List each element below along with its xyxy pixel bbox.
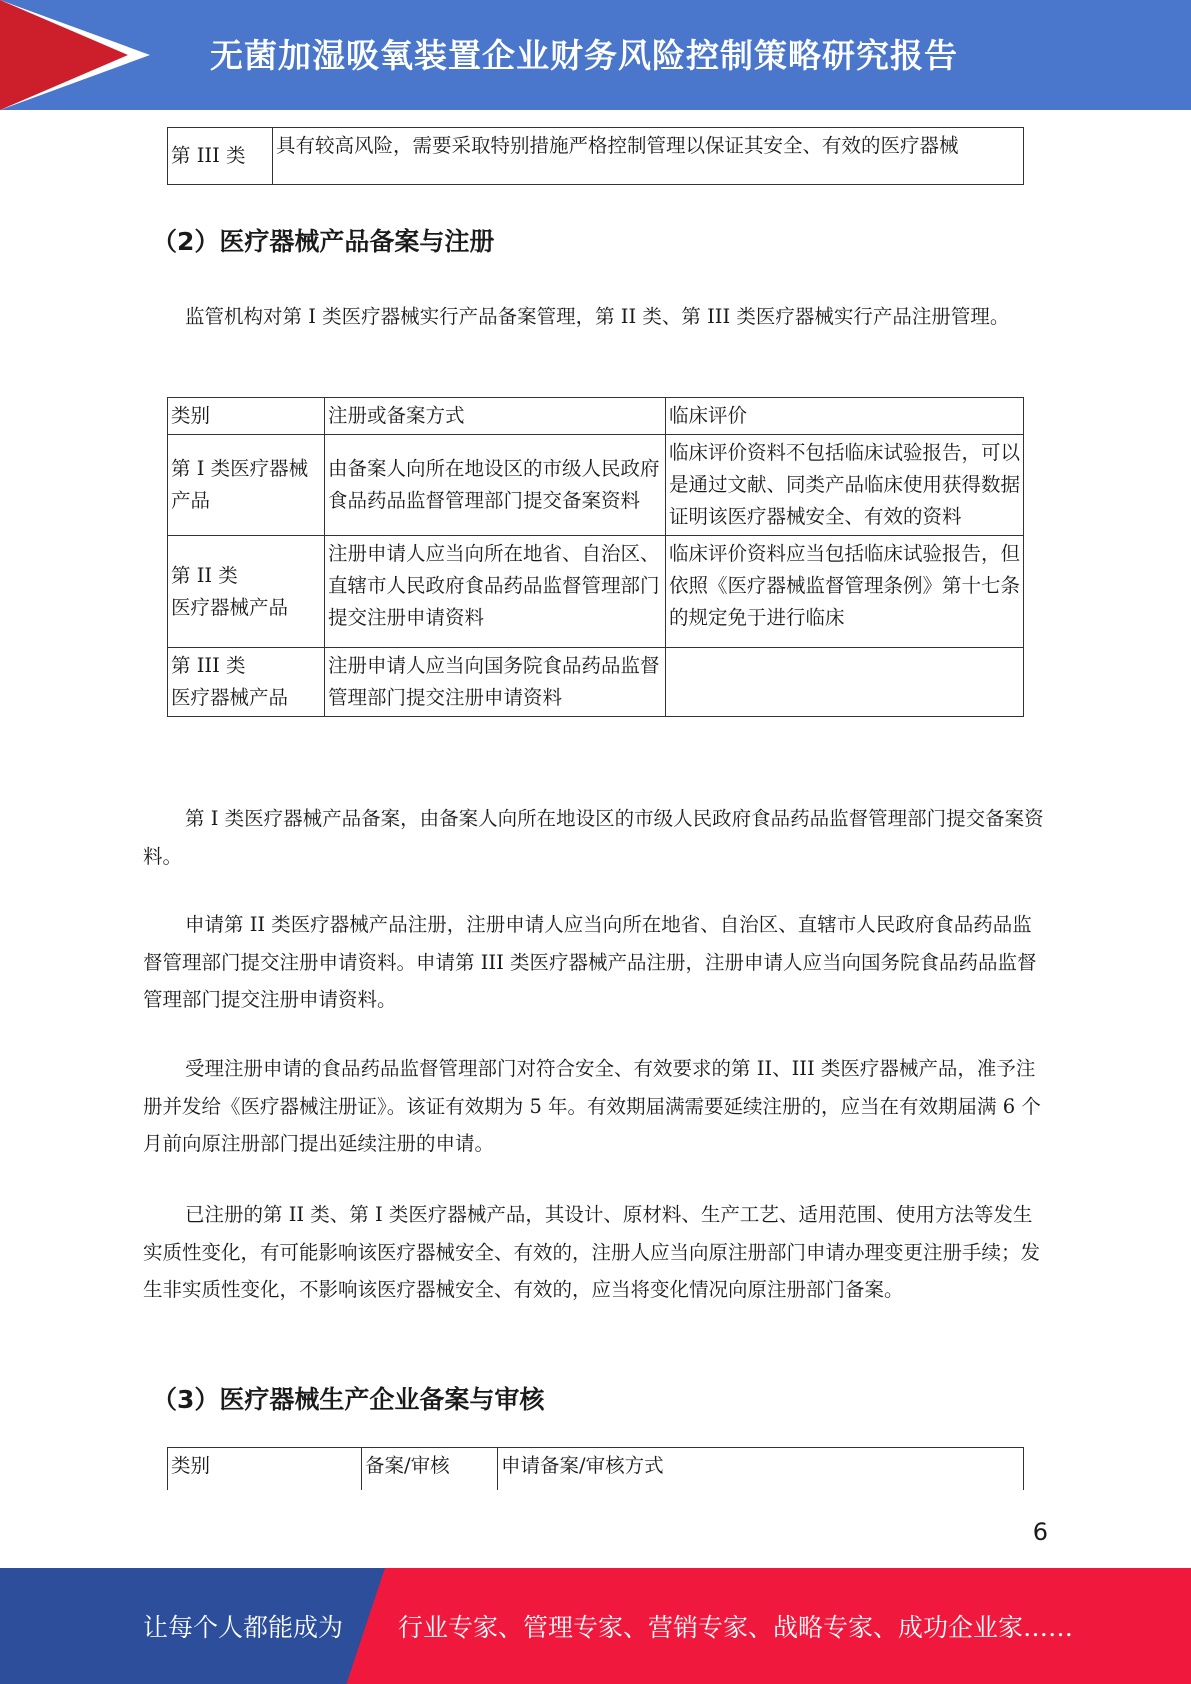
table-cell: 注册申请人应当向所在地省、自治区、直辖市人民政府食品药品监督管理部门提交注册申请资料 bbox=[325, 536, 666, 648]
table-cell-description: 具有较高风险，需要采取特别措施严格控制管理以保证其安全、有效的医疗器械 bbox=[273, 128, 1024, 185]
table-cell: 临床评价资料不包括临床试验报告，可以是通过文献、同类产品临床使用获得数据证明该医疗器械安全、有效的资料 bbox=[666, 435, 1024, 536]
header-arrow-icon bbox=[0, 0, 128, 110]
table-row bbox=[168, 128, 1024, 185]
table-cell bbox=[666, 648, 1024, 717]
table-header-method: 申请备案/审核方式 bbox=[498, 1448, 1024, 1491]
section-heading-2: （2）医疗器械产品备案与注册 bbox=[152, 227, 495, 256]
table-header-row bbox=[168, 1448, 1024, 1491]
table-header-method: 注册或备案方式 bbox=[325, 398, 666, 435]
table-cell: 临床评价资料应当包括临床试验报告，但依照《医疗器械监督管理条例》第十七条的规定免于进行临床 bbox=[666, 536, 1024, 648]
table-row bbox=[168, 648, 1024, 717]
table-cell: 第 II 类 医疗器械产品 bbox=[168, 536, 325, 648]
paragraph: 已注册的第 II 类、第 I 类医疗器械产品，其设计、原材料、生产工艺、适用范围、使用方法等发生实质性变化，有可能影响该医疗器械安全、有效的，注册人应当向原注册部门申请办理变更注册手续；发生非实质性变化，不影响该医疗器械安全、有效的，应当将变化情况向原注册部门备案。 bbox=[143, 1203, 1041, 1301]
page-number: 6 bbox=[1032, 1518, 1048, 1546]
table-cell-category: 第 III 类 bbox=[168, 128, 273, 185]
table-header-category: 类别 bbox=[168, 398, 325, 435]
page-footer bbox=[0, 1568, 1191, 1684]
table-header-row bbox=[168, 398, 1024, 435]
table-cell: 第 I 类医疗器械产品 bbox=[168, 435, 325, 536]
footer-slogan-left: 让每个人都能成为 bbox=[143, 1613, 344, 1642]
class-table-continued bbox=[167, 127, 1024, 185]
table-row bbox=[168, 536, 1024, 648]
table-cell: 第 III 类 医疗器械产品 bbox=[168, 648, 325, 717]
paragraph: 申请第 II 类医疗器械产品注册，注册申请人应当向所在地省、自治区、直辖市人民政府食品药品监督管理部门提交注册申请资料。申请第 III 类医疗器械产品注册，注册申请人应当向国务院食品药品监督管理部门提交注册申请资料。 bbox=[143, 913, 1037, 1011]
table-header-category: 类别 bbox=[168, 1448, 362, 1491]
table-row bbox=[168, 435, 1024, 536]
enterprise-table bbox=[167, 1447, 1024, 1490]
registration-table bbox=[167, 397, 1024, 717]
paragraph-intro: 监管机构对第 I 类医疗器械实行产品备案管理，第 II 类、第 III 类医疗器械实行产品注册管理。 bbox=[185, 305, 1010, 328]
section-heading-3: （3）医疗器械生产企业备案与审核 bbox=[152, 1385, 545, 1414]
table-header-record: 备案/审核 bbox=[362, 1448, 498, 1491]
table-cell: 由备案人向所在地设区的市级人民政府食品药品监督管理部门提交备案资料 bbox=[325, 435, 666, 536]
table-header-clinical: 临床评价 bbox=[666, 398, 1024, 435]
paragraph: 第 I 类医疗器械产品备案，由备案人向所在地设区的市级人民政府食品药品监督管理部门提交备案资料。 bbox=[143, 807, 1044, 868]
paragraph: 受理注册申请的食品药品监督管理部门对符合安全、有效要求的第 II、III 类医疗器械产品，准予注册并发给《医疗器械注册证》。该证有效期为 5 年。有效期届满需要延续注册的，应当在有效期届满 6 个月前向原注册部门提出延续注册的申请。 bbox=[143, 1057, 1041, 1155]
table-cell: 注册申请人应当向国务院食品药品监督管理部门提交注册申请资料 bbox=[325, 648, 666, 717]
report-title: 无菌加湿吸氧装置企业财务风险控制策略研究报告 bbox=[210, 36, 958, 75]
footer-slogan-right: 行业专家、管理专家、营销专家、战略专家、成功企业家…… bbox=[398, 1613, 1074, 1642]
page-header bbox=[0, 0, 1191, 110]
